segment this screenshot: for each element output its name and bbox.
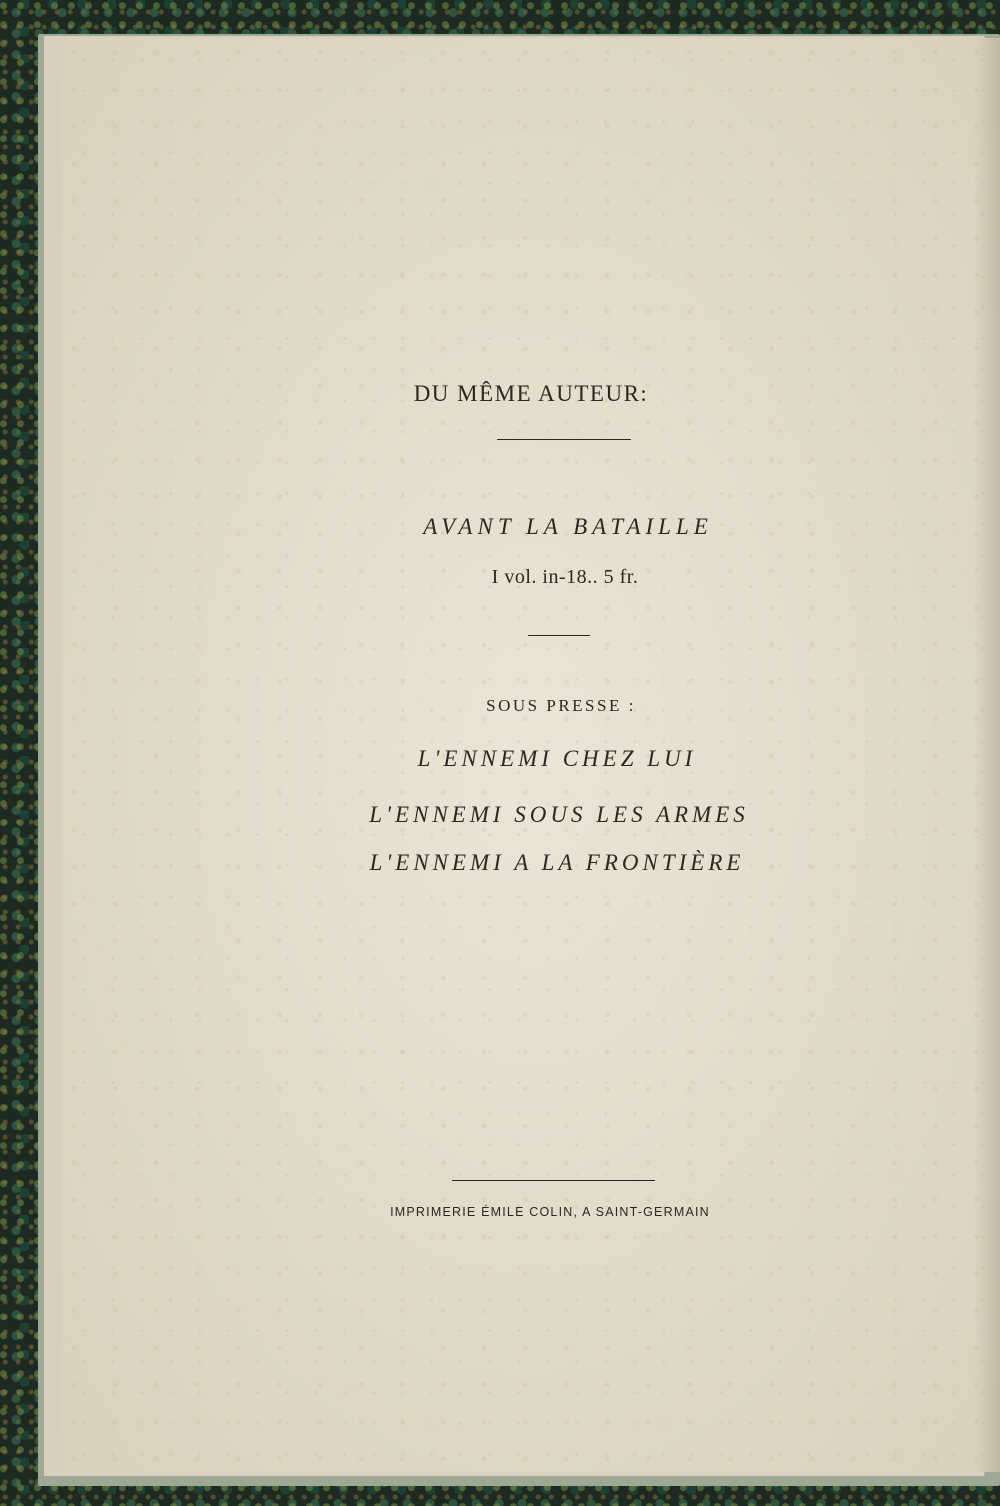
forthcoming-title: L'ENNEMI CHEZ LUI xyxy=(417,746,697,771)
forthcoming-title: L'ENNEMI A LA FRONTIÈRE xyxy=(369,850,745,875)
rule-bottom xyxy=(452,1180,655,1181)
published-title: AVANT LA BATAILLE xyxy=(423,514,713,539)
in-press-heading: SOUS PRESSE : xyxy=(486,696,636,715)
rule-middle xyxy=(528,635,590,636)
published-format: I vol. in-18.. 5 fr. xyxy=(491,566,639,588)
page-gutter-shadow xyxy=(974,38,1000,1472)
forthcoming-title: L'ENNEMI SOUS LES ARMES xyxy=(369,802,749,827)
printer-imprint: IMPRIMERIE ÉMILE COLIN, A SAINT-GERMAIN xyxy=(390,1205,710,1219)
same-author-heading: DU MÊME AUTEUR: xyxy=(413,381,649,406)
rule-top xyxy=(497,439,631,440)
